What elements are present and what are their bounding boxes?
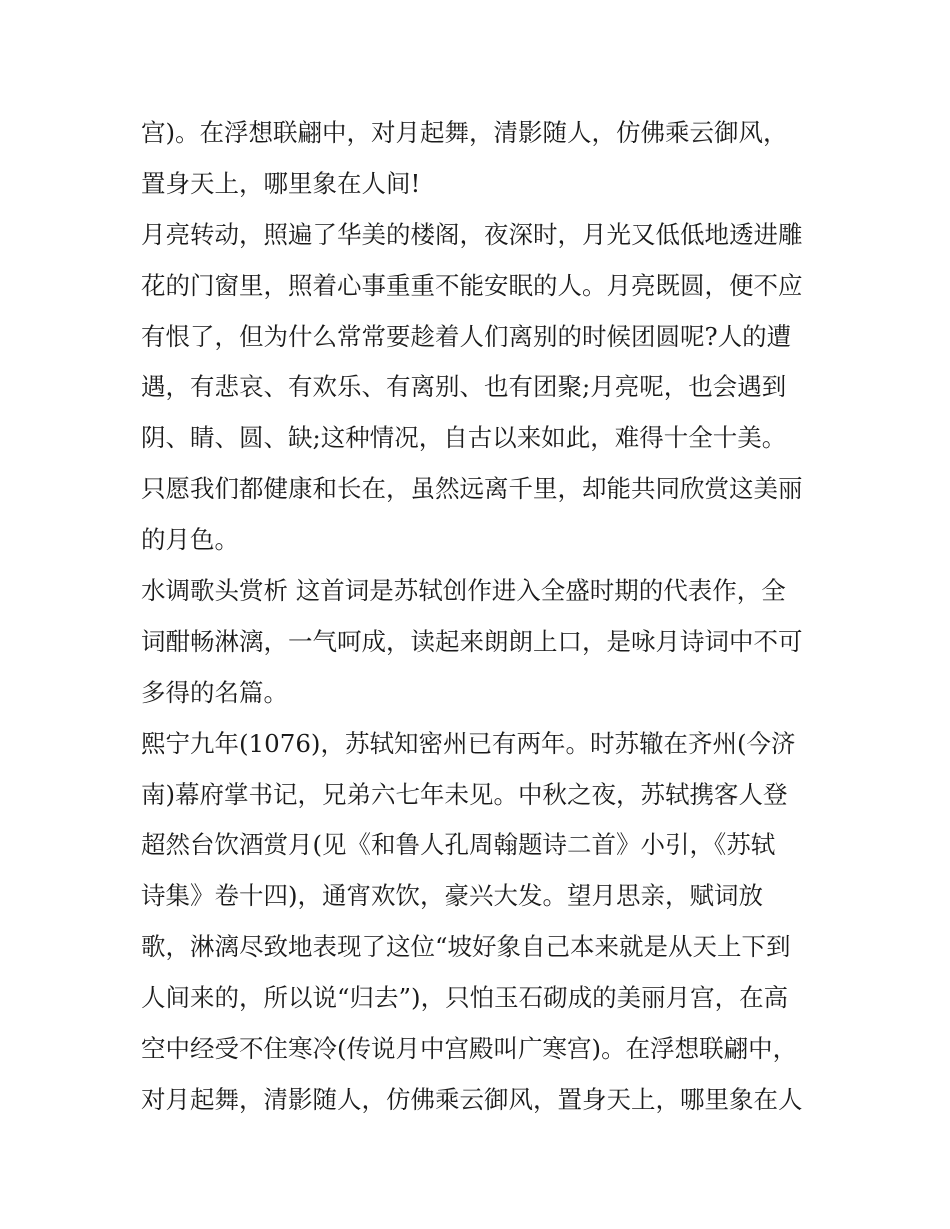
document-body xyxy=(141,108,821,1126)
text-line: 人间来的，所以说“归去”)，只怕玉石砌成的美丽月宫，在高 xyxy=(141,983,789,1013)
text-line: 遇，有悲哀、有欢乐、有离别、也有团聚;月亮呢，也会遇到 xyxy=(141,372,787,402)
text-line: 超然台饮酒赏月(见《和鲁人孔周翰题诗二首》小引，《苏轼 xyxy=(141,830,776,860)
text-line: 熙宁九年(1076)，苏轼知密州已有两年。时苏辙在齐州(今济 xyxy=(141,728,796,758)
text-line: 对月起舞，清影随人，仿佛乘云御风，置身天上，哪里象在人 xyxy=(141,1084,803,1114)
text-line: 有恨了，但为什么常常要趁着人们离别的时候团圆呢?人的遭 xyxy=(141,321,792,351)
text-line: 花的门窗里，照着心事重重不能安眠的人。月亮既圆，便不应 xyxy=(141,270,803,300)
text-line: 的月色。 xyxy=(141,525,239,555)
text-line: 诗集》卷十四)，通宵欢饮，豪兴大发。望月思亲，赋词放 xyxy=(141,881,764,911)
text-line: 南)幕府掌书记，兄弟六七年未见。中秋之夜，苏轼携客人登 xyxy=(141,779,788,809)
text-line: 空中经受不住寒冷(传说月中宫殿叫广寒宫)。在浮想联翩中， xyxy=(141,1034,798,1064)
text-line: 月亮转动，照遍了华美的楼阁，夜深时，月光又低低地透进雕 xyxy=(141,219,803,249)
text-line: 多得的名篇。 xyxy=(141,677,288,707)
text-line: 水调歌头赏析 这首词是苏轼创作进入全盛时期的代表作，全 xyxy=(141,576,786,606)
text-line: 词酣畅淋漓，一气呵成，读起来朗朗上口，是咏月诗词中不可 xyxy=(141,626,803,656)
text-line: 只愿我们都健康和长在，虽然远离千里，却能共同欣赏这美丽 xyxy=(141,474,803,504)
text-line: 阴、睛、圆、缺;这种情况，自古以来如此，难得十全十美。 xyxy=(141,423,787,453)
text-line: 歌，淋漓尽致地表现了这位“坡好象自己本来就是从天上下到 xyxy=(141,932,791,962)
text-line: 宫)。在浮想联翩中，对月起舞，清影随人，仿佛乘云御风， xyxy=(141,118,788,147)
text-line: 置身天上，哪里象在人间! xyxy=(141,168,421,198)
